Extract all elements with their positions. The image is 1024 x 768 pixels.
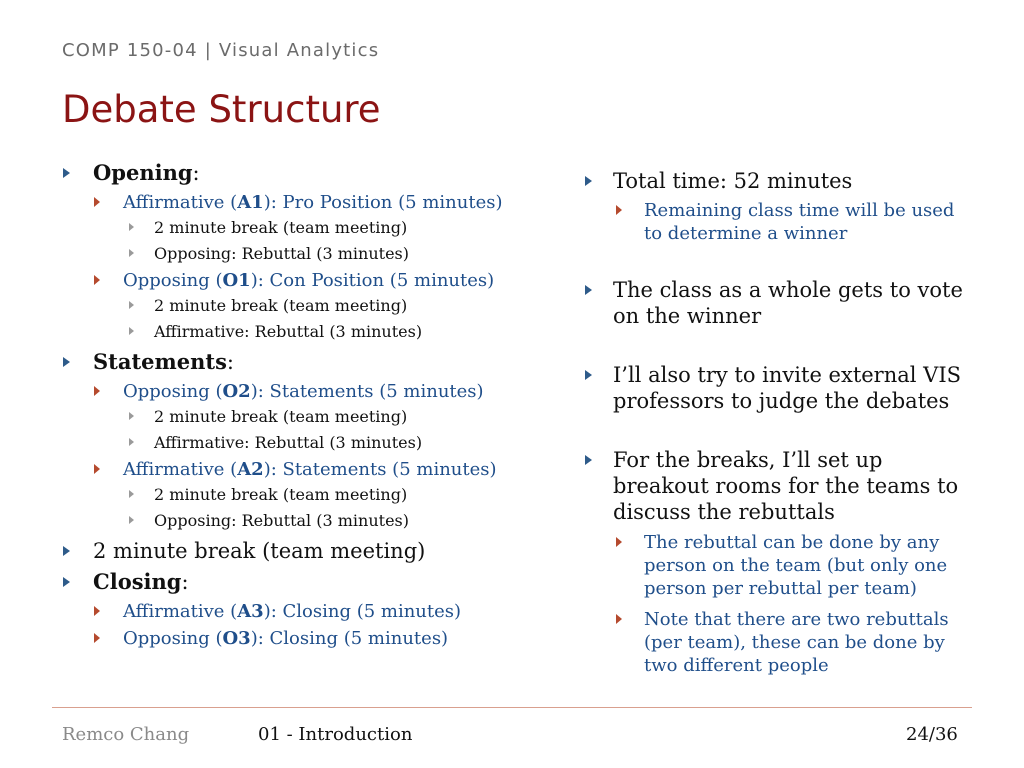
triangle-bullet-icon [129,301,134,309]
footer-author: Remco Chang [62,724,190,745]
o2-sub1-text: 2 minute break (team meeting) [154,407,408,426]
triangle-bullet-icon [94,386,100,396]
total-time-text: Total time: 52 minutes [613,169,853,193]
vote-text: The class as a whole gets to vote on the winner [613,278,963,328]
breaks-sub1-text: The rebuttal can be done by any person on the team (but only one person per rebuttal per team) [644,532,948,599]
breaks-text: For the breaks, I’ll set up breakout rooms for the teams to discuss the rebuttals [613,448,959,524]
footer-section: 01 - Introduction [258,724,413,745]
bullet-a2 [60,458,560,481]
bullet-a1-sub2 [60,244,560,264]
triangle-bullet-icon [585,285,592,295]
bullet-vote [580,277,975,329]
bullet-o1 [60,269,560,292]
a1-sub1-text: 2 minute break (team meeting) [154,218,408,237]
bullet-statements: Statements: [60,349,560,375]
a2-post: ): Statements (5 minutes) [263,459,497,480]
bullet-breaks-sub2 [580,608,975,677]
total-sub-text: Remaining class time will be used to determine a winner [644,200,955,244]
closing-label: Closing [93,569,182,594]
a2-code: A2 [237,459,264,480]
triangle-bullet-icon [94,464,100,474]
bullet-invite [580,362,975,414]
triangle-bullet-icon [616,205,622,215]
a3-post: ): Closing (5 minutes) [263,601,462,622]
a2-sub2-text: Opposing: Rebuttal (3 minutes) [154,511,410,530]
bullet-a2-sub2 [60,511,560,531]
triangle-bullet-icon [585,455,592,465]
statements-label: Statements [93,349,227,374]
bullet-a2-sub1 [60,485,560,505]
a1-code: A1 [237,192,264,213]
triangle-bullet-icon [129,438,134,446]
bullet-a1 [60,191,560,214]
triangle-bullet-icon [616,537,622,547]
bullet-breaks-sub1 [580,531,975,600]
footer-page-number: 24/36 [906,724,958,745]
bullet-opening: Opening: [60,160,560,186]
bullet-closing: Closing: [60,569,560,595]
bullet-o2 [60,380,560,403]
triangle-bullet-icon [63,577,70,587]
triangle-bullet-icon [94,197,100,207]
o3-pre: Opposing ( [123,628,223,649]
bullet-break [60,538,560,564]
triangle-bullet-icon [63,546,70,556]
a1-pre: Affirmative ( [123,192,238,213]
triangle-bullet-icon [129,223,134,231]
slide-title: Debate Structure [62,88,381,131]
o2-post: ): Statements (5 minutes) [250,381,484,402]
bullet-o3 [60,627,560,650]
triangle-bullet-icon [616,614,622,624]
bullet-o2-sub1 [60,407,560,427]
breaks-sub2-text: Note that there are two rebuttals (per team), these can be done by two different people [644,609,949,676]
a2-pre: Affirmative ( [123,459,238,480]
o3-code: O3 [222,628,251,649]
triangle-bullet-icon [129,412,134,420]
o2-code: O2 [222,381,251,402]
triangle-bullet-icon [129,327,134,335]
triangle-bullet-icon [585,370,592,380]
a2-sub1-text: 2 minute break (team meeting) [154,485,408,504]
triangle-bullet-icon [129,249,134,257]
bullet-total-time [580,168,975,194]
bullet-a3 [60,600,560,623]
triangle-bullet-icon [63,168,70,178]
bullet-total-sub [580,199,975,245]
triangle-bullet-icon [129,490,134,498]
bullet-o1-sub2 [60,322,560,342]
triangle-bullet-icon [129,516,134,524]
triangle-bullet-icon [63,357,70,367]
o1-sub2-text: Affirmative: Rebuttal (3 minutes) [154,322,423,341]
o2-pre: Opposing ( [123,381,223,402]
triangle-bullet-icon [585,176,592,186]
a1-post: ): Pro Position (5 minutes) [263,192,503,213]
o3-post: ): Closing (5 minutes) [250,628,449,649]
bullet-breaks [580,447,975,525]
a1-sub2-text: Opposing: Rebuttal (3 minutes) [154,244,410,263]
left-column [60,160,560,650]
course-name: COMP 150-04 | Visual Analytics [62,40,380,61]
bullet-o2-sub2 [60,433,560,453]
o1-pre: Opposing ( [123,270,223,291]
a3-pre: Affirmative ( [123,601,238,622]
right-column [580,168,975,677]
invite-text: I’ll also try to invite external VIS professors to judge the debates [613,363,962,413]
o1-sub1-text: 2 minute break (team meeting) [154,296,408,315]
o1-post: ): Con Position (5 minutes) [250,270,495,291]
triangle-bullet-icon [94,275,100,285]
triangle-bullet-icon [94,633,100,643]
bullet-o1-sub1 [60,296,560,316]
triangle-bullet-icon [94,606,100,616]
o1-code: O1 [222,270,251,291]
a3-code: A3 [237,601,264,622]
break-text: 2 minute break (team meeting) [93,539,426,563]
bullet-a1-sub1 [60,218,560,238]
opening-label: Opening [93,160,193,185]
footer-divider [52,707,972,708]
o2-sub2-text: Affirmative: Rebuttal (3 minutes) [154,433,423,452]
